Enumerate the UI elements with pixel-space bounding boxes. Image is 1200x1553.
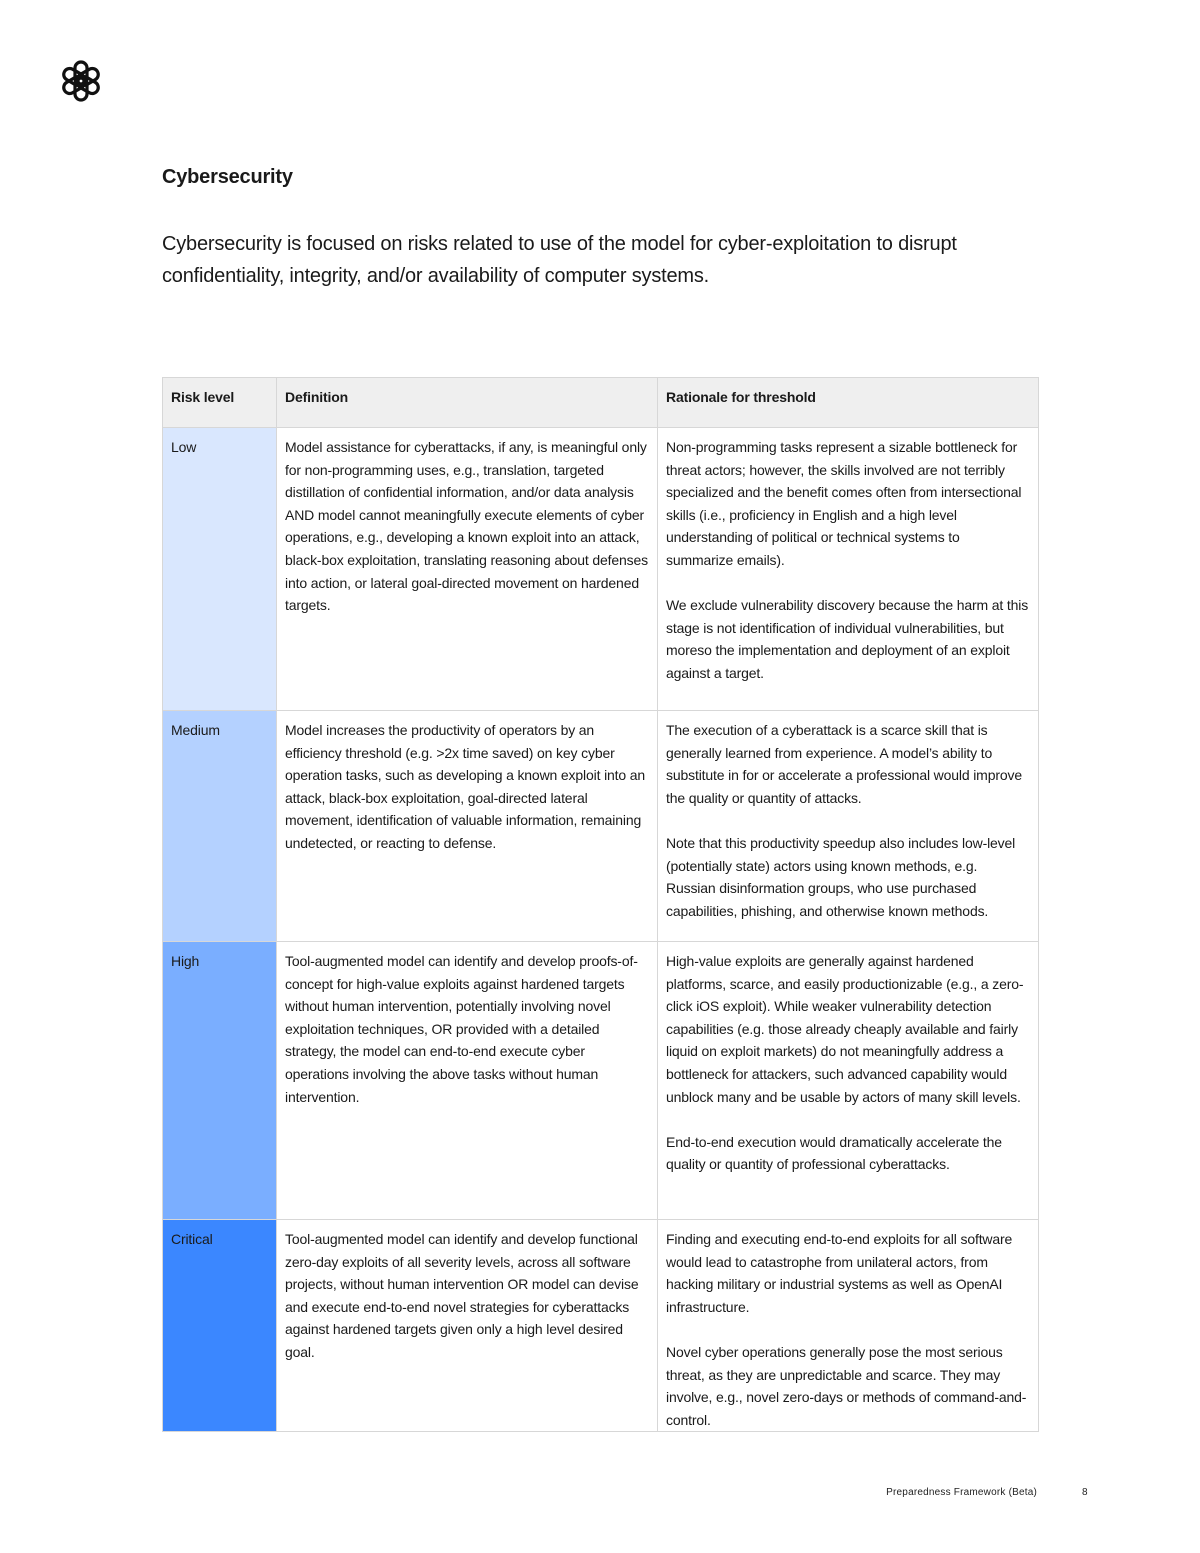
risk-level-cell: Critical — [163, 1220, 277, 1432]
definition-cell: Tool-augmented model can identify and develop proofs-of-concept for high-value exploits against hardened targets without human intervention, potentially involving novel exploitation techniques, OR provided with a detailed strategy, the model can end-to-end execute cyber operations involving the above tasks without human intervention. — [277, 942, 658, 1220]
openai-logo-icon — [56, 56, 106, 106]
rationale-cell — [658, 428, 1039, 711]
rationale-paragraph: Novel cyber operations generally pose the most serious threat, as they are unpredictable and scarce. They may involve, e.g., novel zero-days or methods of command-and-control. — [666, 1343, 1027, 1428]
rationale-paragraph: High-value exploits are generally against hardened platforms, scarce, and easily productionizable (e.g., a zero-click iOS exploit). While weaker vulnerability detection capabilities (e.g. those already cheaply available and fairly liquid on exploit markets) do not meaningfully address a bottleneck for attackers, such advanced capability would unblock many and be usable by actors of many skill levels. — [666, 953, 1024, 1105]
intro-paragraph: Cybersecurity is focused on risks related to use of the model for cyber-exploitation to disrupt confidentiality, integrity, and/or availability of computer systems. — [162, 233, 957, 287]
header-definition: Definition — [277, 378, 658, 428]
table-row-high — [163, 942, 1039, 1220]
rationale-paragraph: We exclude vulnerability discovery because the harm at this stage is not identification of individual vulnerabilities, but moreso the implementation and deployment of an exploit against a target. — [666, 597, 1029, 681]
table-row-medium — [163, 711, 1039, 942]
rationale-paragraph: Non-programming tasks represent a sizable bottleneck for threat actors; however, the skills involved are not terribly specialized and the benefit comes often from intersectional skills (i.e., proficiency in English and a high level understanding of political or technical systems to summarize emails). — [666, 439, 1022, 568]
rationale-paragraph: The execution of a cyberattack is a scarce skill that is generally learned from experience. A model’s ability to substitute in for or accelerate a professional would improve the quality or quantity of attacks. — [666, 722, 1022, 806]
rationale-paragraph: End-to-end execution would dramatically accelerate the quality or quantity of professional cyberattacks. — [666, 1133, 1002, 1173]
rationale-cell — [658, 711, 1039, 942]
table-header-row — [163, 378, 1039, 428]
risk-level-cell: Low — [163, 428, 277, 711]
header-risk-level: Risk level — [163, 378, 277, 428]
rationale-cell — [658, 942, 1039, 1220]
table-row-low — [163, 428, 1039, 711]
header-rationale: Rationale for threshold — [658, 378, 1039, 428]
rationale-paragraph: Note that this productivity speedup also includes low-level (potentially state) actors using known methods, e.g. Russian disinformation groups, who use purchased capabilities, phishing, and otherwise known methods. — [666, 834, 1016, 919]
page-number: 8 — [1082, 1487, 1088, 1498]
rationale-paragraph: Finding and executing end-to-end exploits for all software would lead to catastrophe from unilateral actors, from hacking military or industrial systems as well as OpenAI infrastructure. — [666, 1231, 1013, 1315]
table-row-critical — [163, 1220, 1039, 1432]
footer-document-title: Preparedness Framework (Beta) — [886, 1487, 1037, 1498]
risk-level-cell: High — [163, 942, 277, 1220]
section-title: Cybersecurity — [162, 166, 293, 188]
risk-table — [162, 377, 1039, 1432]
rationale-cell — [658, 1220, 1039, 1432]
definition-cell: Model increases the productivity of operators by an efficiency threshold (e.g. >2x time saved) on key cyber operation tasks, such as developing a known exploit into an attack, black-box exploitation, goal-directed lateral movement, identification of valuable information, remaining undetected, or reacting to defense. — [277, 711, 658, 942]
definition-cell: Model assistance for cyberattacks, if any, is meaningful only for non-programming uses, e.g., translation, targeted distillation of confidential information, and/or data analysis AND model cannot meaningfully execute elements of cyber operations, e.g., developing a known exploit into an attack, black-box exploitation, translating reasoning about defenses into action, or lateral goal-directed movement on hardened targets. — [277, 428, 658, 711]
risk-level-cell: Medium — [163, 711, 277, 942]
definition-cell: Tool-augmented model can identify and develop functional zero-day exploits of all severity levels, across all software projects, without human intervention OR model can devise and execute end-to-end novel strategies for cyberattacks against hardened targets given only a high level desired goal. — [277, 1220, 658, 1432]
